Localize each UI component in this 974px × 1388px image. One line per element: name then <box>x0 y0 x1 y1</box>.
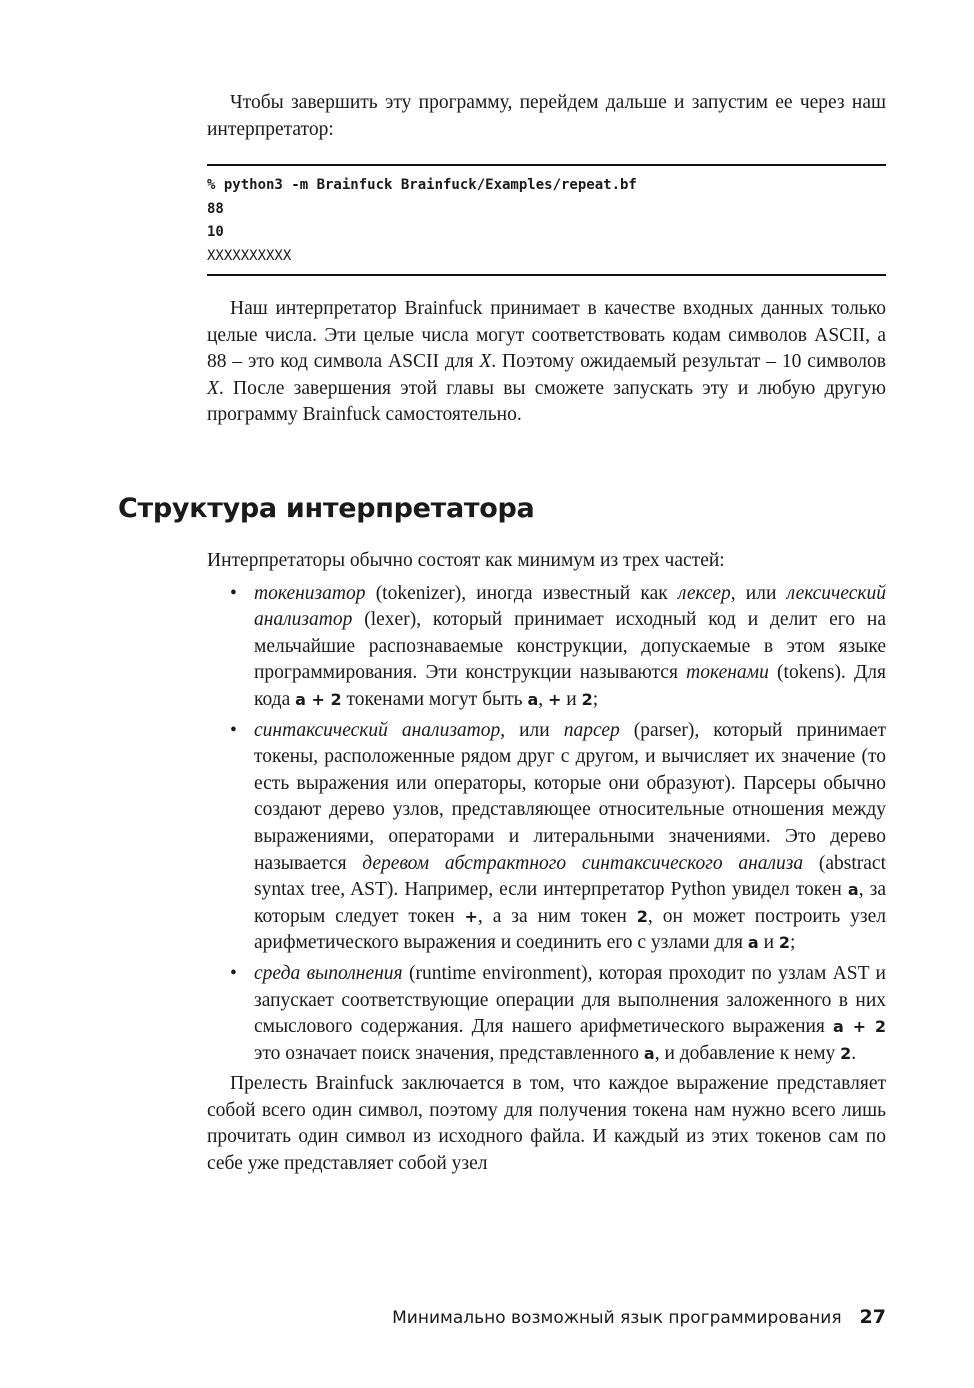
text-run: Интерпретаторы обычно состоят как минимум из трех частей: <box>207 550 725 571</box>
italic-term: лексический анализатор <box>254 582 886 631</box>
code-inline: a <box>527 689 539 709</box>
page-number: 27 <box>859 1306 886 1328</box>
body-section-1 <box>207 296 886 429</box>
text-run: это означает поиск значения, представленного <box>254 1042 644 1064</box>
text-run: (tokens). Для кода <box>254 662 886 710</box>
code-inline: a <box>847 880 859 900</box>
code-output-line: 88 <box>207 200 224 217</box>
text-run: . Поэтому ожидаемый результат – 10 символов <box>491 351 886 373</box>
italic-term: X <box>479 351 492 373</box>
text-run: , <box>538 688 548 710</box>
code-inline: 2 <box>636 906 648 926</box>
paragraph <box>207 548 886 575</box>
intro-paragraph <box>207 90 886 143</box>
list-item <box>254 718 886 957</box>
text-run: , за которым следует токен <box>254 879 886 927</box>
text-run: , он может построить узел арифметического выражения и соединить его с узлами для <box>254 905 886 954</box>
italic-term: лексер <box>677 582 731 604</box>
text-run: (tokenizer), иногда известный как <box>365 582 678 604</box>
text-run: и <box>561 688 582 710</box>
code-output-line: 10 <box>207 224 224 241</box>
italic-term: синтаксический анализатор <box>254 719 501 741</box>
code-inline: a + 2 <box>295 689 342 709</box>
text-run: Наш интерпретатор Brainfuck принимает в качестве входных данных только целые числа. Эти целые числа могут соответствовать кодам символов ASCII, а 88 – это код символа ASCII для <box>207 298 886 373</box>
text-run: , или <box>730 582 787 604</box>
text-run: (abstract syntax tree, AST). Например, если интерпретатор Python увидел токен <box>254 852 886 901</box>
italic-term: парсер <box>563 719 620 741</box>
italic-term: среда выполнения <box>254 962 403 984</box>
text-run: токенами могут быть <box>341 688 528 710</box>
italic-term: X <box>207 377 219 399</box>
paragraph <box>207 1071 886 1177</box>
paragraph <box>207 90 886 143</box>
paragraph <box>207 296 886 429</box>
code-inline: a + 2 <box>833 1017 886 1037</box>
code-inline: 2 <box>778 933 791 953</box>
code-command: % python3 -m Brainfuck Brainfuck/Examples/repeat.bf <box>207 177 637 193</box>
code-output-line: XXXXXXXXXX <box>207 247 292 264</box>
code-inline: a <box>643 1043 655 1063</box>
text-run: Прелесть Brainfuck заключается в том, что каждое выражение представляет собой всего один символ, поэтому для получения токена нам нужно всего лишь прочитать один символ из исходного файла. И каждый из этих токенов сам по себе уже представляет собой узел <box>207 1073 886 1175</box>
text-run: , а за ним токен <box>477 905 637 927</box>
italic-term: деревом абстрактного синтаксического анализа <box>362 852 804 874</box>
text-run: . После завершения этой главы вы сможете запускать эту и любую другую программу Brainfuck самостоятельно. <box>207 377 886 426</box>
text-run: , и добавление к нему <box>654 1042 841 1064</box>
italic-term: токенами <box>686 662 769 684</box>
list-item <box>254 581 886 714</box>
running-title: Минимально возможный язык программирования <box>392 1308 842 1328</box>
code-inline: 2 <box>840 1043 852 1063</box>
text-run: , или <box>500 719 564 741</box>
bullet-list <box>207 581 886 1068</box>
code-inline: + <box>547 689 562 709</box>
text-run: (parser), который принимает токены, расположенные рядом друг с другом, и вычисляет их значение (то есть выражения или операторы, которые они образуют). Парсеры обычно создают дерево узлов, представляющее относительные отношения между выражениями, операторами и литеральными значениями. Это дерево называется <box>254 719 887 874</box>
code-inline: + <box>464 906 478 926</box>
text-run: . <box>851 1042 857 1064</box>
section-heading: Структура интерпретатора <box>118 493 535 524</box>
italic-term: токенизатор <box>254 582 366 604</box>
code-block <box>207 164 886 276</box>
text-run: ; <box>592 688 599 710</box>
text-run: (lexer), который принимает исходный код и делит его на мельчайшие распознаваемые конструкции, допускаемые в этом языке программирования. Эти конструкции называются <box>254 609 886 684</box>
text-run: ; <box>790 932 796 954</box>
list-item <box>254 961 886 1067</box>
page-footer <box>392 1306 886 1328</box>
code-inline: 2 <box>581 689 593 709</box>
text-run: Чтобы завершить эту программу, перейдем дальше и запустим ее через наш интерпретатор: <box>207 92 886 140</box>
body-section-2 <box>207 548 886 1178</box>
text-run: (runtime environment), которая проходит по узлам AST и запускает соответствующие операции для выполнения заложенного в них смыслового содержания. Для нашего арифметического выражения <box>254 962 886 1038</box>
code-inline: a <box>747 933 759 953</box>
text-run: и <box>758 932 779 954</box>
